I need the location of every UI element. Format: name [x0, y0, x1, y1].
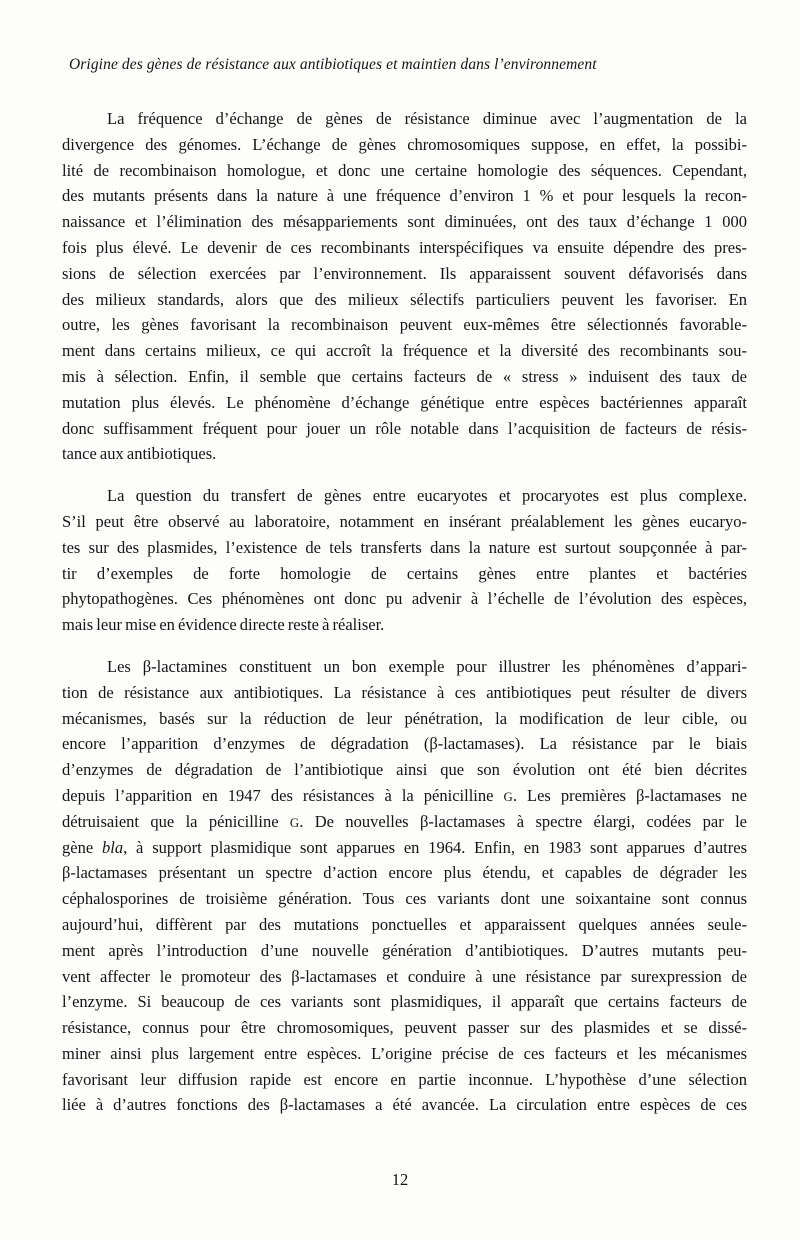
text-line: depuis l’apparition en 1947 des résistances à la pénicilline G. Les premières β-lactamases ne	[62, 785, 747, 805]
text-line: ment dans certains milieux, ce qui accroît la fréquence et la diversité des recombinants sou-	[62, 341, 747, 361]
text-line: donc suffisamment fréquent pour jouer un rôle notable dans l’acquisition de facteurs de résis-	[62, 418, 747, 438]
text-line: mais leur mise en évidence directe reste à réaliser.	[62, 615, 385, 635]
text-line: tir d’exemples de forte homologie de certains gènes entre plantes et bactéries	[62, 563, 747, 583]
text-line: gène bla, à support plasmidique sont apparues en 1964. Enfin, en 1983 sont apparues d’autres	[62, 837, 747, 857]
text-line: fois plus élevé. Le devenir de ces recombinants interspécifiques va ensuite dépendre des pres-	[62, 237, 747, 257]
text-line: tance aux antibiotiques.	[62, 444, 217, 464]
text-line: mutation plus élevés. Le phénomène d’échange génétique entre espèces bactériennes apparaît	[62, 392, 747, 412]
text-line: sions de sélection exercées par l’environnement. Ils apparaissent souvent défavorisés dans	[62, 263, 747, 283]
text-line: Les β-lactamines constituent un bon exemple pour illustrer les phénomènes d’appari-	[107, 656, 747, 676]
page-number: 12	[391, 1170, 409, 1189]
text-line: ment après l’introduction d’une nouvelle génération d’antibiotiques. D’autres mutants peu-	[62, 940, 747, 960]
text-line: divergence des génomes. L’échange de gènes chromosomiques suppose, en effet, la possibi-	[62, 134, 747, 154]
text-line: l’enzyme. Si beaucoup de ces variants sont plasmidiques, il apparaît que certains facteurs de	[62, 992, 747, 1012]
paragraph	[62, 106, 747, 467]
text-line: mis à sélection. Enfin, il semble que certains facteurs de « stress » induisent des taux de	[62, 366, 747, 386]
running-header: Origine des gènes de résistance aux antibiotiques et maintien dans l’environnement	[69, 56, 597, 73]
text-line: β-lactamases présentant un spectre d’action encore plus étendu, et capables de dégrader les	[62, 863, 747, 883]
text-line: favorisant leur diffusion rapide est encore en partie inconnue. L’hypothèse d’une sélection	[62, 1069, 747, 1089]
text-line: vent affecter le promoteur des β-lactamases et conduire à une résistance par surexpression de	[62, 966, 747, 986]
text-line: aujourd’hui, diffèrent par des mutations ponctuelles et apparaissent quelques années seule-	[62, 914, 747, 934]
text-line: La question du transfert de gènes entre eucaryotes et procaryotes est plus complexe.	[107, 486, 747, 506]
text-line: céphalosporines de troisième génération. Tous ces variants dont une soixantaine sont connus	[62, 889, 747, 909]
text-line: tes sur des plasmides, l’existence de tels transferts dans la nature est surtout soupçonnée à par-	[62, 537, 747, 557]
paragraph	[62, 654, 747, 1118]
text-line: phytopathogènes. Ces phénomènes ont donc pu advenir à l’échelle de l’évolution des espèces,	[62, 589, 747, 609]
text-line: encore l’apparition d’enzymes de dégradation (β-lactamases). La résistance par le biais	[62, 734, 747, 754]
text-line: des mutants présents dans la nature à une fréquence d’environ 1 % et pour lesquels la recon-	[62, 186, 747, 206]
page-body	[62, 106, 747, 1118]
text-line: des milieux standards, alors que des milieux sélectifs particuliers peuvent les favoriser. En	[62, 289, 747, 309]
text-line: mécanismes, basés sur la réduction de leur pénétration, la modification de leur cible, ou	[62, 708, 747, 728]
text-line: résistance, connus pour être chromosomiques, peuvent passer sur des plasmides et se dissé-	[62, 1018, 747, 1038]
text-line: La fréquence d’échange de gènes de résistance diminue avec l’augmentation de la	[107, 109, 747, 128]
text-line: tion de résistance aux antibiotiques. La résistance à ces antibiotiques peut résulter de divers	[62, 682, 747, 702]
text-line: détruisaient que la pénicilline G. De nouvelles β-lactamases à spectre élargi, codées par le	[62, 811, 747, 831]
text-line: S’il peut être observé au laboratoire, notamment en insérant préalablement les gènes eucaryo-	[62, 511, 747, 531]
text-line: miner ainsi plus largement entre espèces. L’origine précise de ces facteurs et les mécanismes	[62, 1043, 747, 1063]
paragraph	[62, 483, 747, 638]
text-line: lité de recombinaison homologue, et donc une certaine homologie des séquences. Cependant,	[62, 160, 747, 180]
text-line: d’enzymes de dégradation de l’antibiotique ainsi que son évolution ont été bien décrites	[62, 760, 747, 780]
text-line: naissance et l’élimination des mésappariements sont diminuées, ont des taux d’échange 1 000	[62, 212, 747, 232]
text-line: outre, les gènes favorisant la recombinaison peuvent eux-mêmes être sélectionnés favorable-	[62, 315, 747, 335]
text-line: liée à d’autres fonctions des β-lactamases a été avancée. La circulation entre espèces de ces	[62, 1095, 747, 1115]
